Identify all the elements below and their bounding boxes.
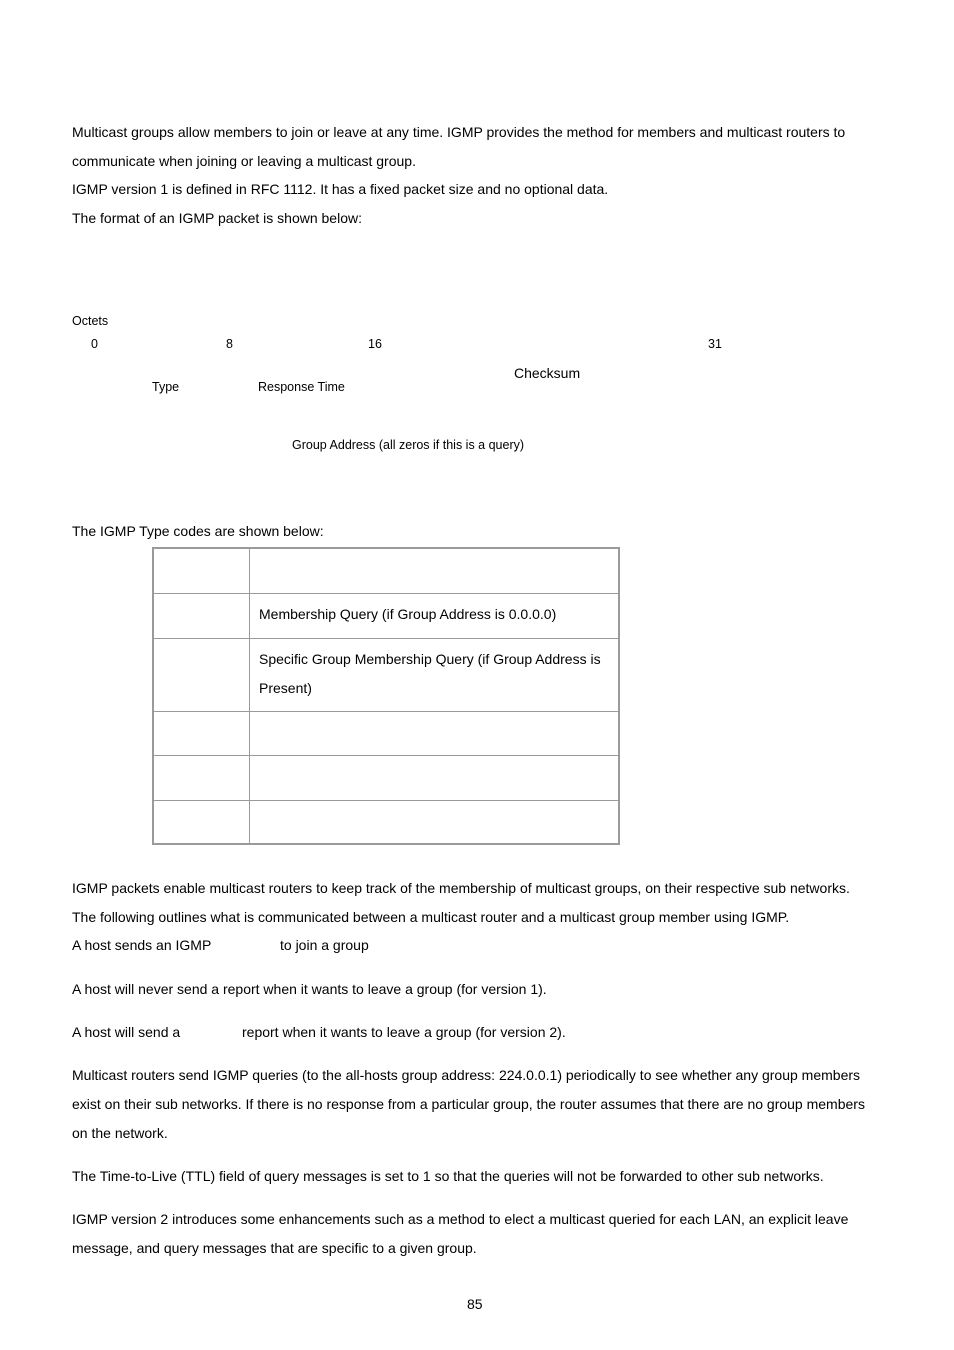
body-p3: The Time-to-Live (TTL) field of query messages is set to 1 so that the queries will not be forwarded to other sub networks. (72, 1168, 824, 1184)
bit-8-label: 8 (226, 337, 233, 351)
body-p2-line-1: Multicast routers send IGMP queries (to the all-hosts group address: 224.0.0.1) periodically to see whether any group members (72, 1067, 861, 1083)
host-join-text-a: A host sends an IGMP (72, 937, 212, 953)
host-leave-text-b: report when it wants to leave a group (for version 2). (242, 1024, 566, 1040)
table-cell-meaning-line-2: Present) (259, 680, 312, 696)
host-join-text-b: to join a group (280, 937, 369, 953)
intro-line-4: The format of an IGMP packet is shown below: (72, 210, 362, 226)
igmp-type-codes-table (152, 547, 620, 845)
intro-line-2: communicate when joining or leaving a multicast group. (72, 153, 416, 169)
host-never-report-text: A host will never send a report when it wants to leave a group (for version 1). (72, 981, 547, 997)
table-row-divider (154, 638, 618, 639)
intro-line-3: IGMP version 1 is defined in RFC 1112. It has a fixed packet size and no optional data. (72, 181, 609, 197)
body-p4-line-2: message, and query messages that are specific to a given group. (72, 1240, 477, 1256)
intro-line-1: Multicast groups allow members to join or leave at any time. IGMP provides the method for members and multicast routers to (72, 124, 846, 140)
body-p2-line-3: on the network. (72, 1125, 168, 1141)
octets-label: Octets (72, 314, 109, 328)
table-cell-meaning: Membership Query (if Group Address is 0.0.0.0) (259, 606, 557, 622)
host-leave-text-a: A host will send a (72, 1024, 181, 1040)
body-p1-line-1: IGMP packets enable multicast routers to keep track of the membership of multicast groups, on their respective sub networks. (72, 880, 850, 896)
bit-31-label: 31 (708, 337, 722, 351)
group-address-field-label: Group Address (all zeros if this is a query) (292, 438, 525, 452)
body-p1-line-2: The following outlines what is communicated between a multicast router and a multicast group member using IGMP. (72, 909, 790, 925)
table-cell-meaning-line-1: Specific Group Membership Query (if Group Address is (259, 651, 601, 667)
checksum-field-label: Checksum (514, 365, 581, 381)
type-codes-intro: The IGMP Type codes are shown below: (72, 523, 324, 539)
bit-16-label: 16 (368, 337, 382, 351)
table-row-divider (154, 593, 618, 594)
table-row-divider (154, 800, 618, 801)
body-p4-line-1: IGMP version 2 introduces some enhancements such as a method to elect a multicast queried for each LAN, an explicit leave (72, 1211, 849, 1227)
response-time-field-label: Response Time (258, 380, 345, 394)
bit-0-label: 0 (91, 337, 98, 351)
page-number: 85 (467, 1296, 483, 1312)
table-row-divider (154, 755, 618, 756)
body-p2-line-2: exist on their sub networks. If there is no response from a particular group, the router assumes that there are no group members (72, 1096, 865, 1112)
type-field-label: Type (152, 380, 180, 394)
table-row-divider (154, 711, 618, 712)
